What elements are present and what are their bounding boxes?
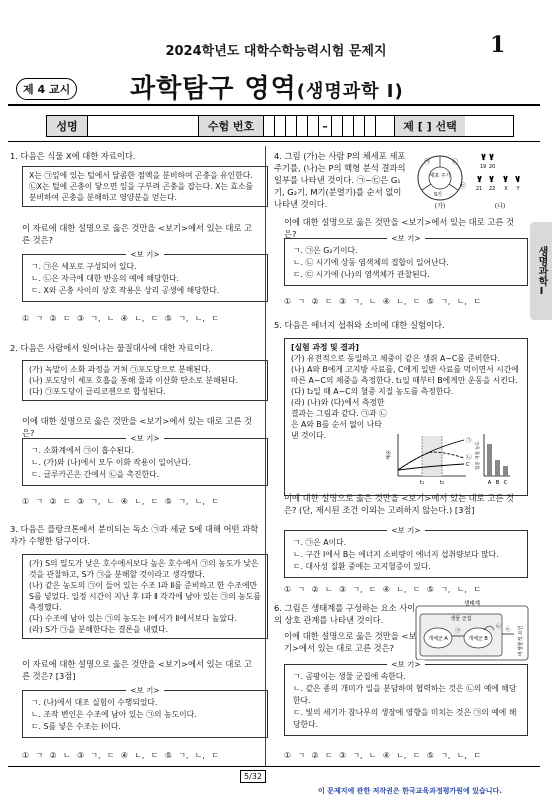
exam-period: 제 4 교시	[16, 78, 77, 100]
q2-passage-line: (나) 포도당이 세포 호흡을 통해 물과 이산화 탄소로 분해된다.	[29, 376, 239, 385]
interval-i-shade	[422, 436, 442, 476]
q3-passage-line: (라) S가 ㉠을 분해한다는 결론을 내렸다.	[29, 625, 169, 634]
series-label: C	[466, 462, 470, 468]
q5-bogi	[284, 526, 528, 578]
q3-options[interactable]: ① ㄱ ② ㄴ ③ ㄱ, ㄷ ④ ㄴ, ㄷ ⑤ ㄱ, ㄴ, ㄷ	[22, 751, 219, 760]
exam-number-digit[interactable]	[332, 116, 343, 136]
arrow-label: ㉡	[496, 624, 502, 630]
exam-number-digit[interactable]	[365, 116, 376, 136]
q6-question: 이에 대한 설명으로 옳은 것만을 <보기>에서 있는 대로 고른 것은?	[284, 631, 417, 653]
q4-bogi-item: ㄴ. ㉡ 시기에 상동 염색체의 접합이 일어난다.	[293, 258, 449, 267]
bogi-title: <보 기>	[285, 525, 527, 537]
q4-bogi-item: ㄷ. ㉢ 시기에 (나)의 염색체가 관찰된다.	[293, 270, 430, 279]
population-b-label: 개체군 B	[468, 636, 488, 642]
q5-question: 이에 대한 설명으로 옳은 것만을 <보기>에서 있는 대로 고른 것은? (단, 제시된 조건 이외는 고려하지 않는다.) [3점]	[284, 493, 514, 515]
copyright-notice: 이 문제지에 관한 저작권은 한국교육과정평가원에 있습니다.	[318, 787, 502, 795]
q3-bogi-item: ㄷ. S를 넣은 수조는 Ⅰ이다.	[31, 722, 121, 731]
q3-bogi-item: ㄴ. 조작 변인은 수조에 남아 있는 ㉠의 농도이다.	[31, 710, 197, 719]
q1-bogi	[22, 250, 268, 302]
q3-passage-line: (나) 같은 농도의 ㉠이 들어 있는 수조 Ⅰ과 Ⅱ를 준비하고 한 수조에만 S를 넣었다. 일정 시간이 지난 후 Ⅰ과 Ⅱ 각각에 남아 있는 ㉠의 농도를 측정했다.	[29, 581, 261, 612]
q1-bogi-item: ㄱ. ㉠은 세포로 구성되어 있다.	[31, 262, 137, 271]
q4-question: 이에 대한 설명으로 옳은 것만을 <보기>에서 있는 대로 고른 것은?	[284, 217, 514, 239]
q2-bogi-item: ㄴ. (가)와 (나)에서 모두 이화 작용이 일어난다.	[31, 458, 192, 467]
series-label: ㉡	[466, 455, 472, 461]
bogi-title: <보 기>	[285, 659, 527, 671]
karyo-label: 20	[488, 164, 496, 170]
q2-question: 이에 대한 설명으로 옳은 것만을 <보기>에서 있는 대로 고른 것은?	[22, 416, 252, 438]
subject-sub: (생명과학 Ⅰ)	[296, 81, 404, 102]
cycle-label: ㉡	[452, 159, 459, 166]
exam-number-digit[interactable]	[354, 116, 365, 136]
q2-bogi-item: ㄷ. 글루카곤은 간에서 ㉡을 촉진한다.	[31, 470, 160, 479]
karyo-label: X	[504, 186, 508, 192]
name-field[interactable]	[88, 116, 199, 136]
x-tick: t₁	[419, 480, 425, 486]
q1-options[interactable]: ① ㄱ ② ㄷ ③ ㄱ, ㄴ ④ ㄴ, ㄷ ⑤ ㄱ, ㄴ, ㄷ	[22, 314, 219, 323]
fig-a-label: (가)	[434, 203, 446, 210]
bogi-title: <보 기>	[23, 249, 267, 261]
footer-rule	[8, 766, 540, 767]
q5-stem: 5. 다음은 에너지 섭취와 소비에 대한 실험이다.	[274, 320, 445, 330]
bar	[503, 466, 508, 476]
q2-bogi	[22, 434, 268, 486]
info-bar	[46, 115, 514, 137]
bar-label: B	[495, 480, 500, 486]
q5-options[interactable]: ① ㄱ ② ㄴ ③ ㄱ, ㄷ ④ ㄴ, ㄷ ⑤ ㄱ, ㄴ, ㄷ	[284, 585, 481, 594]
q5-bogi-item: ㄴ. 구간 Ⅰ에서 B는 에너지 소비량이 에너지 섭취량보다 많다.	[293, 550, 499, 559]
cycle-label: S기	[434, 192, 443, 198]
bogi-title: <보 기>	[285, 233, 527, 245]
exam-number-digit[interactable]	[376, 116, 395, 136]
q5-bogi-item: ㄱ. ㉠은 A이다.	[293, 538, 347, 547]
fig-b-label: (나)	[494, 203, 506, 210]
exam-number-digit[interactable]	[343, 116, 354, 136]
q2-passage-line: (가) 녹말이 소화 과정을 거쳐 ㉠포도당으로 분해된다.	[29, 365, 211, 374]
q4-figure	[412, 148, 530, 210]
exam-number-digit[interactable]	[264, 116, 275, 136]
q2-bogi-item: ㄱ. 소화계에서 ㉠이 흡수된다.	[31, 446, 135, 455]
subject-side-tab: 생명과학Ⅰ	[530, 222, 552, 320]
q5-bogi-item: ㄷ. 대사성 질환 중에는 고지혈증이 있다.	[293, 562, 431, 571]
cycle-label: ㉢	[460, 183, 467, 190]
name-label: 성명	[47, 116, 88, 136]
q3-bogi	[22, 686, 268, 738]
q2-options[interactable]: ① ㄱ ② ㄷ ③ ㄱ, ㄴ ④ ㄴ, ㄷ ⑤ ㄱ, ㄴ, ㄷ	[22, 497, 219, 506]
q4-bogi-item: ㄱ. ㉠은 G₂기이다.	[293, 246, 358, 255]
q6-bogi-item: ㄱ. 곰팡이는 생물 군집에 속한다.	[293, 672, 406, 681]
x-tick: t₂	[439, 480, 445, 486]
q6-bogi	[284, 660, 528, 736]
karyo-label: 22	[488, 186, 496, 192]
q2-stem: 2. 다음은 사람에서 일어나는 물질대사에 대한 자료이다.	[10, 343, 213, 353]
series-label: ㉠	[466, 438, 472, 444]
q3-bogi-item: ㄱ. (나)에서 대조 실험이 수행되었다.	[31, 698, 158, 707]
q6-bogi-item: ㄷ. 빛의 세기가 참나무의 생장에 영향을 미치는 것은 ㉠의 예에 해당한다.	[293, 708, 517, 729]
bar-y-label: 혈중 지질 농도	[476, 441, 481, 470]
header-rule-2	[8, 141, 540, 142]
y-label: 체중	[386, 450, 392, 460]
q6-stem: 6. 그림은 생태계를 구성하는 요소 사이의 상호 관계를 나타낸 것이다.	[274, 603, 416, 625]
q1-passage: X는 ㉠잎에 있는 털에서 달콤한 점액을 분비하여 곤충을 유인한다. ㉡X는 털에 곤충이 닿으면 잎을 구부려 곤충을 잡는다. X는 효소를 분비하여 곤충을 분해하고 영양분을 얻는다.	[22, 166, 268, 207]
q5-passage-title: [실험 과정 및 결과]	[291, 343, 359, 352]
header-rule	[8, 104, 540, 106]
q3-passage	[22, 554, 268, 639]
q2-passage	[22, 360, 268, 401]
bar-label: C	[503, 480, 508, 486]
page-number: 1	[490, 32, 506, 58]
subject-main: 과학탐구 영역	[130, 74, 297, 104]
exam-number-digit[interactable]	[297, 116, 308, 136]
q5-passage-line: (나) A와 B에게 고지방 사료를, C에게 일반 사료를 먹이면서 시간에 따른 A~C의 체중을 측정한다. t₁일 때부터 B에게만 운동을 시킨다.	[291, 365, 519, 385]
q3-passage-line: (가) S의 밀도가 낮은 호수에서보다 높은 호수에서 ㉠의 농도가 낮은 것을 관찰하고, S가 ㉠을 분해할 것이라고 생각했다.	[29, 559, 259, 579]
q5-passage-line: (가) 유전적으로 동일하고 체중이 같은 생쥐 A~C를 준비한다.	[291, 354, 500, 363]
q6-options[interactable]: ① ㄱ ② ㄷ ③ ㄱ, ㄴ ④ ㄴ, ㄷ ⑤ ㄱ, ㄴ, ㄷ	[284, 751, 481, 760]
q6-bogi-item: ㄴ. 같은 종의 개미가 일을 분담하며 협력하는 것은 ㉡의 예에 해당한다.	[293, 684, 517, 705]
q4-bogi	[284, 234, 528, 286]
q3-stem: 3. 다음은 플랑크톤에서 분비되는 독소 ㉠과 세균 S에 대해 어떤 과학자가 수행한 탐구이다.	[10, 524, 259, 546]
bar	[487, 444, 492, 476]
exam-number-digit[interactable]	[286, 116, 297, 136]
exam-title: 2024학년도 대학수학능력시험 문제지	[165, 44, 387, 59]
cycle-label: ㉠	[424, 159, 431, 166]
bogi-title: <보 기>	[23, 433, 267, 445]
q5-passage-line: (라) (나)와 (다)에서 측정한 결과는 그림과 같다. ㉠과 ㉡은 A와 B를 순서 없이 나타낸 것이다.	[291, 398, 387, 440]
selection-label: 제 [ ] 선택	[395, 116, 465, 136]
q1-stem: 1. 다음은 식물 X에 대한 자료이다.	[10, 151, 136, 161]
q1-bogi-item: ㄴ. ㉡은 자극에 대한 반응의 예에 해당한다.	[31, 274, 180, 283]
arrow-label: ㉠	[455, 628, 461, 634]
karyo-label: 19	[479, 164, 487, 170]
exam-number-digit[interactable]	[275, 116, 286, 136]
cycle-center-label: 세포 주기	[429, 173, 451, 179]
q5-figure	[386, 430, 512, 488]
bogi-title: <보 기>	[23, 685, 267, 697]
abiotic-label: 비생물적 요인	[518, 625, 524, 656]
q5-passage-line: (다) t₂일 때 A~C의 혈중 지질 농도를 측정한다.	[291, 387, 454, 396]
q4-options[interactable]: ① ㄱ ② ㄷ ③ ㄱ, ㄴ ④ ㄴ, ㄷ ⑤ ㄱ, ㄴ, ㄷ	[284, 297, 481, 306]
karyo-label: 21	[475, 186, 483, 192]
q3-passage-line: (다) 수조에 남아 있는 ㉠의 농도는 Ⅰ에서가 Ⅱ에서보다 높았다.	[29, 614, 238, 623]
footer-page: 5/32	[240, 770, 266, 783]
population-a-label: 개체군 A	[428, 636, 448, 642]
q4-stem: 4. 그림 (가)는 사람 P의 체세포 세포 주기를, (나)는 P의 핵형 분석 결과의 일부를 나타낸 것이다. ㉠~㉢은 G₁기, G₂기, M기(분열기)를 순서 없이 나타낸 것이다.	[274, 151, 406, 209]
exam-number-digit[interactable]	[308, 116, 319, 136]
q6-figure	[414, 600, 530, 662]
q1-bogi-item: ㄷ. X와 곤충 사이의 상호 작용은 상리 공생에 해당한다.	[31, 286, 220, 295]
karyo-label: Y	[516, 186, 520, 192]
exam-number-label: 수험 번호	[199, 116, 264, 136]
bar	[495, 460, 500, 476]
bar-label: A	[487, 480, 492, 486]
exam-number-dash: –	[319, 116, 332, 136]
community-label: 생물 군집	[450, 616, 472, 622]
arrow-label: ㉢	[505, 627, 511, 633]
subject-title	[130, 68, 404, 105]
ecosystem-label: 생태계	[464, 601, 480, 607]
q1-question: 이 자료에 대한 설명으로 옳은 것만을 <보기>에서 있는 대로 고른 것은?	[22, 223, 252, 245]
q2-passage-line: (다) ㉠포도당이 글리코젠으로 합성된다.	[29, 387, 166, 396]
q3-question: 이 자료에 대한 설명으로 옳은 것만을 <보기>에서 있는 대로 고른 것은? [3점]	[22, 659, 252, 681]
